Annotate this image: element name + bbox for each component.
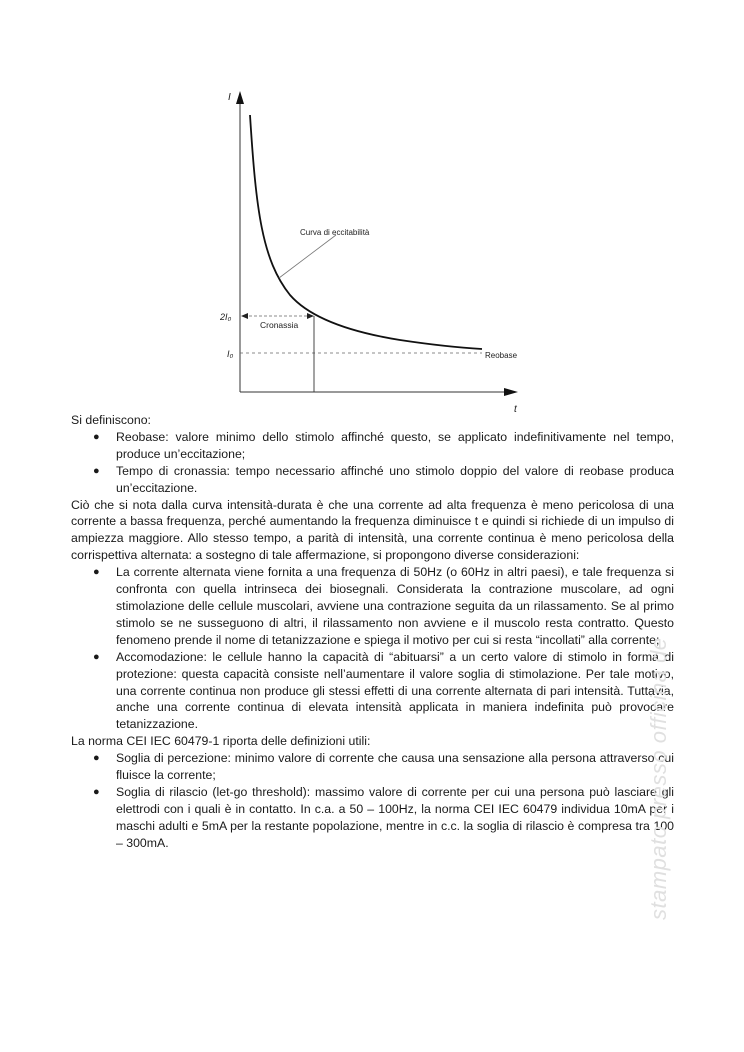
curve-leader-line bbox=[279, 235, 336, 278]
reobase-label: Reobase bbox=[485, 351, 518, 360]
x-axis-arrow-icon bbox=[504, 388, 518, 396]
watermark: stampato presso officina de bbox=[646, 637, 671, 920]
norm-intro: La norma CEI IEC 60479-1 riporta delle definizioni utili: bbox=[71, 734, 371, 749]
list-item: ● Soglia di percezione: minimo valore di corrente che causa una sensazione alla persona attraverso cui fluisce la corrente; bbox=[93, 751, 674, 783]
document-body bbox=[71, 412, 674, 852]
tick-2i0: 2I₀ bbox=[220, 312, 232, 322]
bullet-icon: ● bbox=[93, 464, 100, 477]
list-item: ● Reobase: valore minimo dello stimolo affinché questo, se applicato indefinitivamente nel tempo, produce un’eccitazione; bbox=[93, 429, 674, 461]
tick-i0: I₀ bbox=[227, 349, 234, 359]
curve-label: Curva di eccitabilità bbox=[300, 228, 370, 237]
bullet-icon: ● bbox=[93, 785, 100, 798]
norm-list bbox=[71, 750, 674, 851]
bullet-icon: ● bbox=[93, 752, 100, 765]
list-item: ● Tempo di cronassia: tempo necessario affinché uno stimolo doppio del valore di reobase produca un’eccitazione. bbox=[93, 463, 674, 495]
x-axis-label: t bbox=[514, 404, 517, 415]
left-arrow-icon bbox=[241, 313, 248, 319]
bullet-icon: ● bbox=[93, 650, 100, 663]
considerations-list bbox=[71, 564, 674, 733]
intensity-duration-chart bbox=[200, 80, 530, 415]
bullet-icon: ● bbox=[93, 430, 100, 443]
cronassia-label: Cronassia bbox=[260, 320, 299, 330]
paragraph: Ciò che si nota dalla curva intensità-durata è che una corrente ad alta frequenza è meno pericolosa di una corrente a bassa frequenza, perché aumentando la frequenza diminuisce t e quindi si richiede di un impulso di ampiezza maggiore. Allo stesso tempo, a parità di intensità, una corrente continua è meno pericolosa della corrispettiva alternata: a sostegno di tale affermazione, si propongono diverse considerazioni: bbox=[71, 497, 674, 563]
y-axis-label: I bbox=[228, 92, 231, 103]
list-item: ● La corrente alternata viene fornita a una frequenza di 50Hz (o 60Hz in altri paesi), e tale frequenza si confronta con quella intrinseca dei biosegnali. Considerata la contrazione muscolare, ad ogni stimolazione delle cellule muscolari, avviene una contrazione seguita da un rilassamento. Se al primo stimolo se ne susseguono di altri, il rilassamento non avviene e il muscolo resta contratto. Questo fenomeno prende il nome di tetanizzazione e spiega il motivo per cui si resta “incollati” alla corrente; bbox=[93, 565, 674, 647]
definitions-list bbox=[71, 429, 674, 497]
list-item: ● Accomodazione: le cellule hanno la capacità di “abituarsi” a un certo valore di stimolo in forma di protezione: questa capacità consiste nell’aumentare il valore soglia di stimolazione. Per tale motivo, una corrente continua non produce gli stessi effetti di una corrente alternata di pari intensità. Tuttavia, anche una corrente continua di elevata intensità applicata in maniera indefinita può provocare tetanizzazione. bbox=[93, 649, 674, 732]
definitions-intro: Si definiscono: bbox=[71, 413, 151, 427]
y-axis-arrow-icon bbox=[236, 91, 244, 104]
bullet-icon: ● bbox=[93, 566, 100, 579]
list-item: ● Soglia di rilascio (let-go threshold): massimo valore di corrente per cui una persona può lasciare gli elettrodi con i quali è in contatto. In c.a. a 50 – 100Hz, la norma CEI IEC 60479 individua 10mA per i maschi adulti e 5mA per la restante popolazione, mentre in c.c. la soglia di rilascio è compresa tra 100 – 300mA. bbox=[93, 784, 674, 850]
